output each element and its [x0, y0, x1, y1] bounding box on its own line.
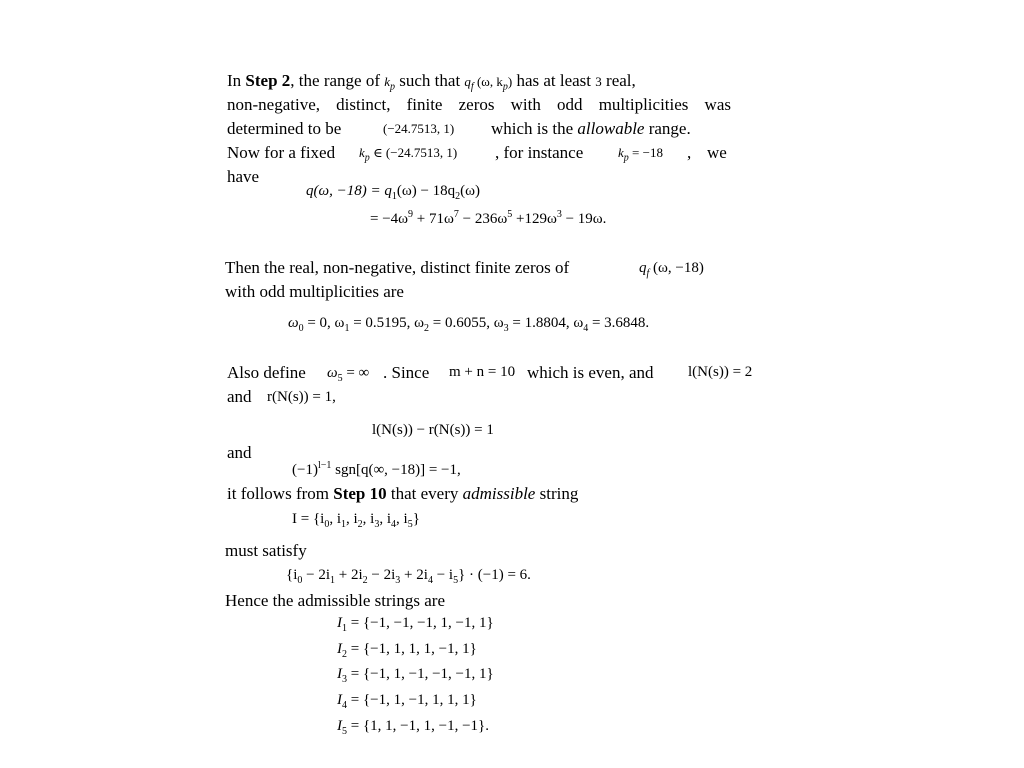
paragraph-7-hence: Hence the admissible strings are	[225, 591, 445, 610]
admissible-string-5: $I_5 = \{1$, 1, −1, 1, −1, −1}.	[337, 718, 489, 737]
paragraph-1-line-4	[227, 143, 731, 163]
admissible-string-4: $I_4 = \{-1$, 1, −1, 1, 1, 1}	[337, 692, 477, 711]
paragraph-1-line-1	[227, 71, 636, 91]
text-now-fixed: Now for a fixed	[227, 143, 336, 162]
math-kp-in: $k_p$ ∈ (−24.7513, 1)	[359, 145, 458, 164]
math-rN: r(N(s)) = 1,	[267, 389, 336, 405]
text-allowable-range: which is the allowable range.	[491, 119, 691, 138]
admissible-string-2: $I_2 = \{-1$, 1, 1, 1, −1, 1}	[337, 641, 477, 660]
equation-sgn: $(-1)^{l-1}$ sgn[q(∞, −18)] = −1,	[292, 460, 461, 478]
text-in: In	[227, 71, 242, 90]
text-range-of: , the range of	[290, 71, 380, 90]
text-real: real,	[606, 71, 636, 90]
text-for-instance: , for instance	[495, 143, 584, 162]
paragraph-3-line-1: Also define $\omega_5$ = ∞ . Since m + n = 10 which is even, and l(N(s)) = 2	[227, 363, 753, 384]
text-comma: ,	[687, 143, 692, 162]
paragraph-1-line-2: non-negative, distinct, finite zeros with odd multiplicities was	[227, 95, 731, 114]
text-we: we	[707, 143, 727, 162]
admissible-string-3: $I_3 = \{-1$, 1, −1, −1, −1, 1}	[337, 666, 494, 685]
math-lN: l(N(s)) = 2	[688, 364, 753, 380]
text-has-at-least: has at least	[516, 71, 592, 90]
paragraph-4-and: and	[227, 443, 252, 462]
paragraph-1-line-3	[227, 119, 731, 139]
equation-sum-constraint: $\{i_0 - 2i_1 + 2i_2 - 2i_3 + 2i_4 - i_5\} \cdot (-1) = 6$.	[286, 567, 531, 586]
math-mn: m + n = 10	[449, 364, 516, 380]
math-three: 3	[595, 74, 602, 89]
text-such-that: such that	[399, 71, 461, 90]
math-kp-eq: $k_p = -18$	[618, 145, 663, 164]
equation-zeros: $\omega_0 = 0$, $\omega_1 = 0.5195$, $\omega_2 = 0.6055$, $\omega_3 = 1.8804$, $\omega_4 = 3.6848$.	[288, 315, 650, 334]
math-interval: (−24.7513, 1)	[383, 121, 455, 136]
paragraph-3-line-2: and r(N(s)) = 1,	[227, 387, 336, 406]
math-kp: $k_p$	[384, 74, 396, 93]
paragraph-6-must-satisfy: must satisfy	[225, 541, 307, 560]
admissible-string-1: $I_1 = \{-1$, −1, −1, 1, −1, 1}	[337, 615, 494, 634]
math-qf-18: $q_f$ (ω, −18)	[639, 260, 704, 279]
step-2-bold: Step 2	[245, 71, 291, 90]
step-10-bold: Step 10	[333, 484, 387, 503]
paragraph-2-line-1: Then the real, non-negative, distinct finite zeros of $q_f$ (ω, −18)	[225, 258, 704, 279]
paragraph-5-line: it follows from Step 10 that every admissible string	[227, 484, 579, 503]
equation-string-I: $I = \{i_0$, $i_1$, $i_2$, $i_3$, $i_4$, $i_5$}	[292, 511, 420, 530]
math-qf-kp: $q_f$ (ω, $k_p$)	[464, 74, 513, 93]
text-determined: determined to be	[227, 119, 342, 138]
equation-polynomial: = $-4\omega^9 + 71\omega^7 - 236\omega^5 +129\omega^3 - 19\omega$.	[370, 209, 607, 227]
equation-q-omega: q(ω, $-18) = q_1(\omega) - 18q_2(\omega)$	[306, 183, 481, 202]
equation-l-minus-r: l(N(s)) − r(N(s)) = 1	[372, 422, 494, 438]
paragraph-1-line-5: have	[227, 167, 260, 186]
math-w5: $\omega_5$ = ∞	[327, 365, 370, 384]
paragraph-2-line-2: with odd multiplicities are	[225, 282, 404, 301]
